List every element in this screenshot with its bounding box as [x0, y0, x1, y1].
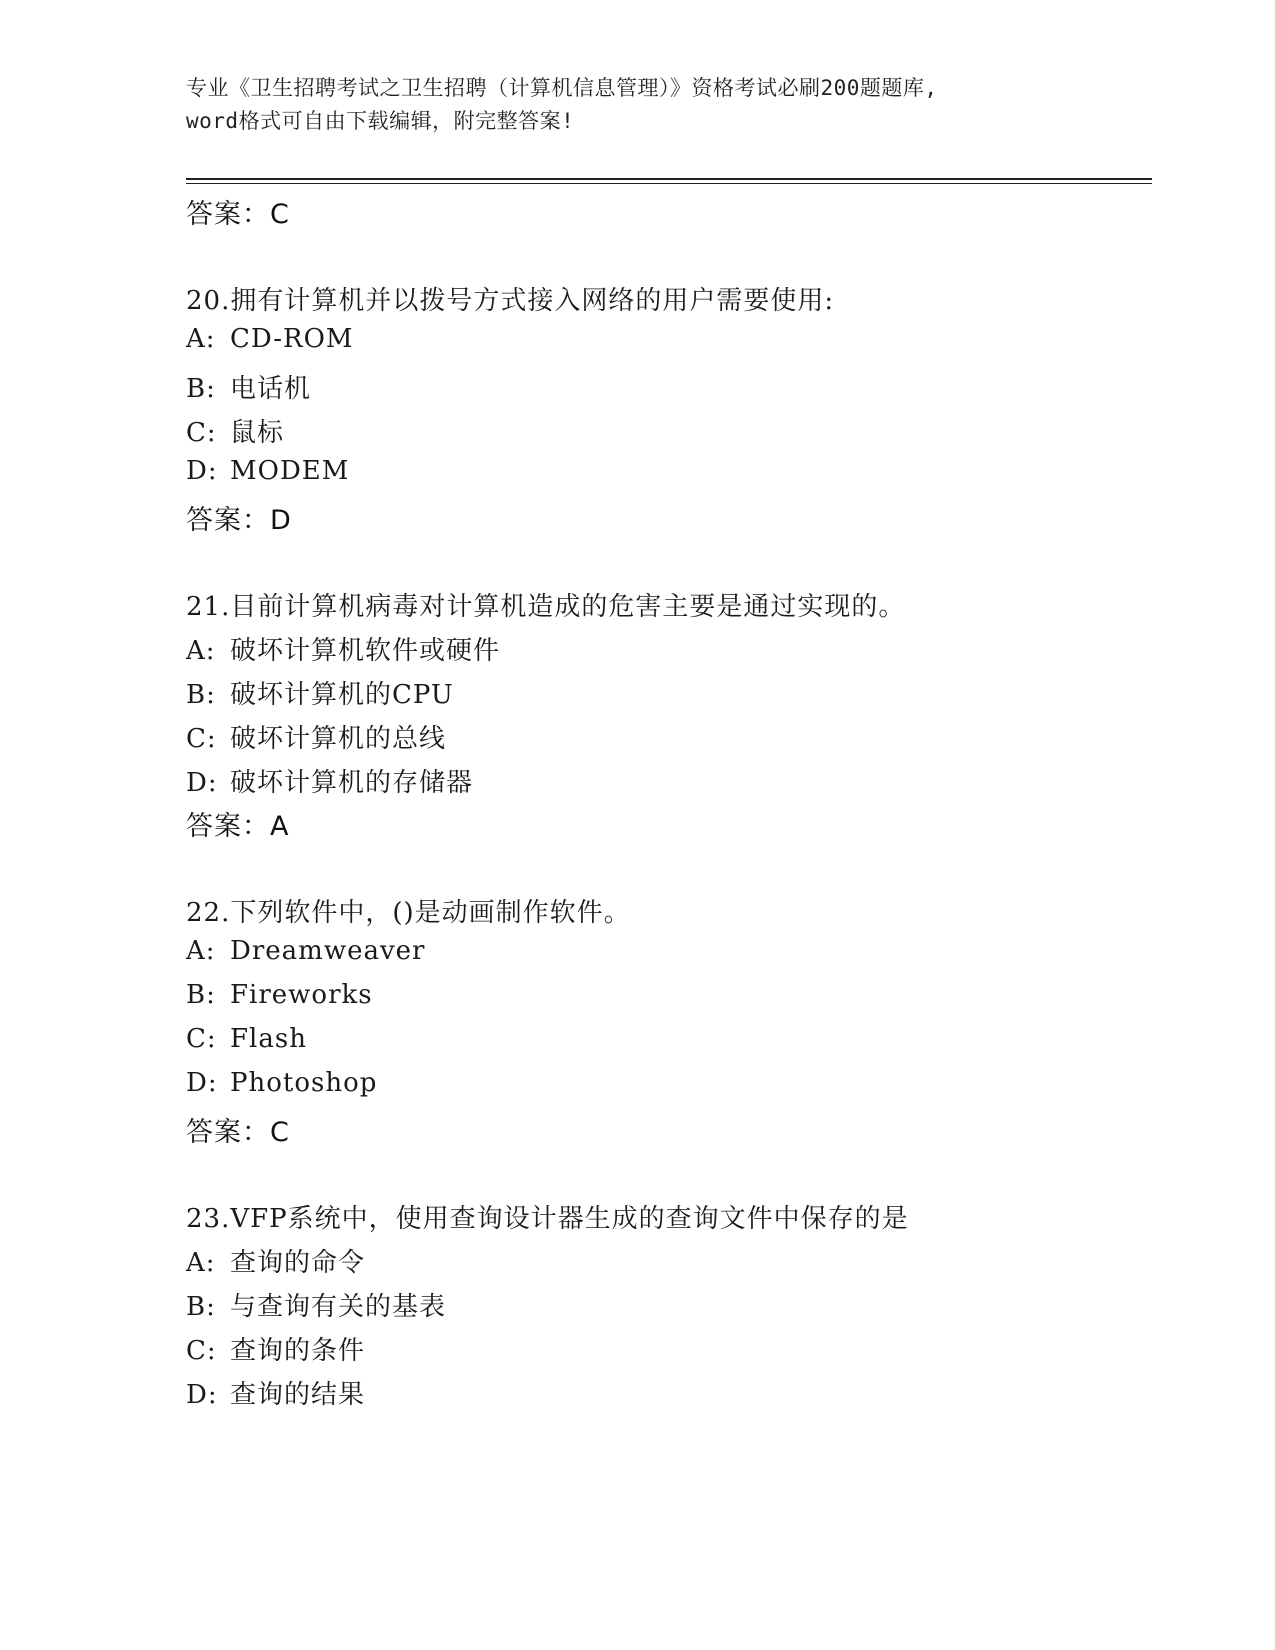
option-c: [186, 718, 446, 755]
option-c: [186, 1330, 365, 1367]
document-header: [186, 72, 1086, 138]
option-key: B:: [186, 1292, 216, 1322]
option-text: Fireworks: [230, 980, 373, 1010]
option-text: Flash: [230, 1024, 307, 1054]
option-key: B:: [186, 980, 216, 1010]
option-b: [186, 368, 311, 405]
header-divider: [186, 178, 1152, 180]
option-text: 破坏计算机的存储器: [230, 768, 474, 798]
option-d: [186, 456, 349, 486]
option-c: [186, 1024, 307, 1054]
option-key: D:: [186, 768, 218, 798]
answer: 答案：C: [186, 1117, 290, 1148]
option-text: 破坏计算机的总线: [230, 724, 447, 754]
option-key: A:: [186, 636, 216, 666]
option-d: [186, 1374, 365, 1411]
option-key: C:: [186, 1336, 217, 1366]
answer: 答案：D: [186, 505, 292, 536]
question-stem: 23.VFP系统中，使用查询设计器生成的查询文件中保存的是: [186, 1204, 909, 1234]
option-b: [186, 674, 454, 711]
option-text: Photoshop: [230, 1068, 378, 1098]
option-key: A:: [186, 1248, 216, 1278]
option-key: B:: [186, 680, 216, 710]
question-stem: 20.拥有计算机并以拨号方式接入网络的用户需要使用:: [186, 286, 835, 316]
option-text: 鼠标: [230, 418, 285, 448]
option-text: MODEM: [230, 456, 350, 486]
option-a: [186, 630, 500, 667]
question-stem: 21.目前计算机病毒对计算机造成的危害主要是通过实现的。: [186, 592, 906, 622]
option-key: B:: [186, 374, 216, 404]
option-b: [186, 1286, 446, 1323]
option-text: 查询的命令: [230, 1248, 366, 1278]
header-line-2: word格式可自由下载编辑，附完整答案!: [186, 109, 575, 133]
option-c: [186, 412, 284, 449]
option-text: 破坏计算机的CPU: [230, 680, 454, 710]
option-a: [186, 1242, 365, 1279]
option-text: 破坏计算机软件或硬件: [230, 636, 501, 666]
answer-prev: 答案：C: [186, 199, 290, 230]
option-key: C:: [186, 1024, 217, 1054]
option-key: A:: [186, 324, 216, 354]
option-key: D:: [186, 1068, 218, 1098]
option-text: 电话机: [230, 374, 312, 404]
header-divider-thin: [186, 183, 1152, 184]
option-key: C:: [186, 724, 217, 754]
option-key: A:: [186, 936, 216, 966]
option-key: C:: [186, 418, 217, 448]
option-a: [186, 936, 425, 966]
option-text: CD-ROM: [230, 324, 354, 354]
option-key: D:: [186, 456, 218, 486]
option-key: D:: [186, 1380, 218, 1410]
question-stem: 22.下列软件中，()是动画制作软件。: [186, 898, 631, 928]
option-text: 查询的条件: [230, 1336, 366, 1366]
header-line-1: 专业《卫生招聘考试之卫生招聘（计算机信息管理）》资格考试必刷200题题库,: [186, 76, 938, 100]
option-text: 与查询有关的基表: [230, 1292, 447, 1322]
option-b: [186, 980, 373, 1010]
option-d: [186, 762, 473, 799]
option-a: [186, 324, 354, 354]
option-text: Dreamweaver: [230, 936, 426, 966]
option-d: [186, 1068, 377, 1098]
option-text: 查询的结果: [230, 1380, 366, 1410]
answer: 答案：A: [186, 811, 290, 842]
